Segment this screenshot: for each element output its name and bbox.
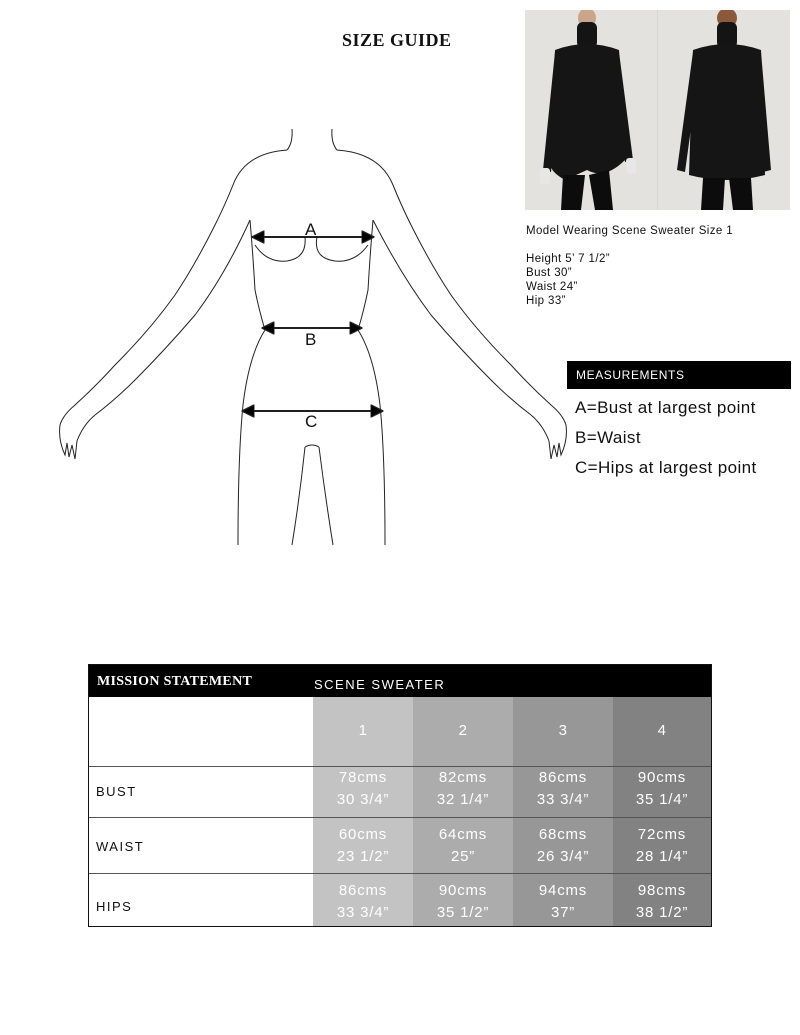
measurements-header: MEASUREMENTS <box>567 361 791 389</box>
table-cell: 90cms 35 1/2” <box>436 882 490 921</box>
table-cell: 72cms 28 1/4” <box>635 826 689 865</box>
size-label: 2 <box>458 722 468 739</box>
table-header <box>89 665 711 697</box>
model-height: Height 5’ 7 1/2” <box>526 253 610 265</box>
table-cell: 98cms 38 1/2” <box>635 882 689 921</box>
table-cell: 90cms 35 1/4” <box>635 769 689 808</box>
table-cell: 60cms 23 1/2” <box>336 826 390 865</box>
size-table <box>88 664 712 927</box>
size-label: 4 <box>657 722 667 739</box>
page-title: SIZE GUIDE <box>342 30 452 50</box>
row-label-bust: BUST <box>96 784 137 799</box>
model-hip: Hip 33” <box>526 295 566 307</box>
measurement-item-a: A=Bust at largest point <box>575 398 756 417</box>
table-cell: 82cms 32 1/4” <box>436 769 490 808</box>
table-cell: 86cms 33 3/4” <box>336 882 390 921</box>
label-b: B <box>305 330 317 349</box>
model-caption: Model Wearing Scene Sweater Size 1 <box>526 225 734 237</box>
row-label-waist: WAIST <box>96 839 145 854</box>
size-label: 3 <box>558 722 568 739</box>
body-figure-diagram <box>55 125 575 555</box>
product-name: SCENE SWEATER <box>314 677 446 692</box>
measurement-item-b: B=Waist <box>575 428 641 447</box>
row-label-hips: HIPS <box>96 899 133 914</box>
model-waist: Waist 24” <box>526 281 578 293</box>
row-divider <box>89 873 711 874</box>
table-cell: 94cms 37” <box>538 882 588 921</box>
mission-statement-label: MISSION STATEMENT <box>97 674 253 689</box>
row-divider <box>89 817 711 818</box>
measurements-list <box>575 396 757 486</box>
table-cell: 64cms 25” <box>438 826 488 865</box>
measurement-item-c: C=Hips at largest point <box>575 458 757 477</box>
table-cell: 78cms 30 3/4” <box>336 769 390 808</box>
model-bust: Bust 30” <box>526 267 573 279</box>
label-a: A <box>305 220 317 239</box>
size-label: 1 <box>358 722 368 739</box>
table-cell: 68cms 26 3/4” <box>536 826 590 865</box>
table-cell: 86cms 33 3/4” <box>536 769 590 808</box>
label-c: C <box>305 412 318 431</box>
